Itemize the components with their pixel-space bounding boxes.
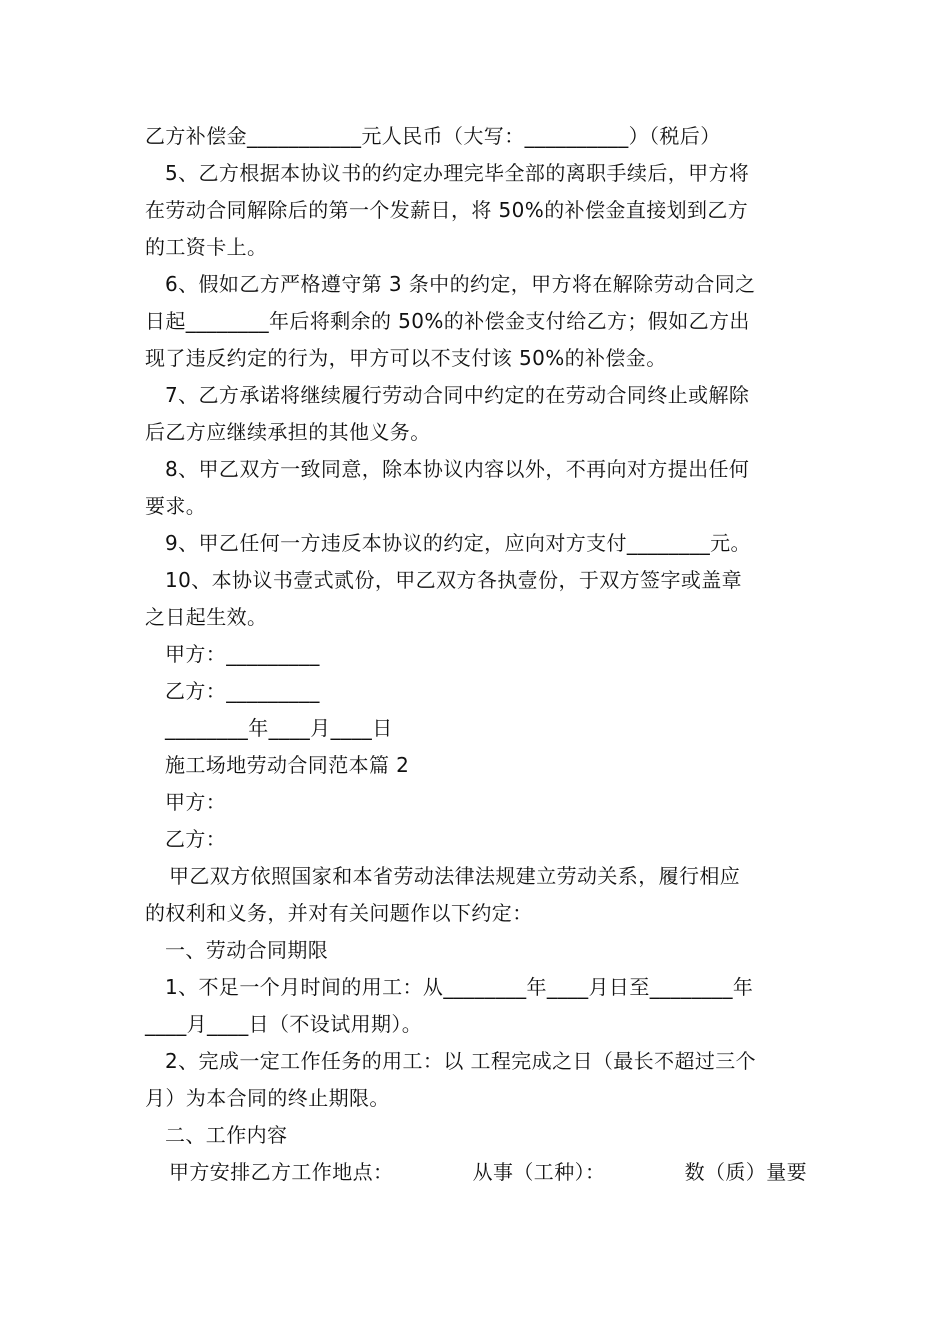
work-location-label: 甲方安排乙方工作地点：	[169, 1160, 394, 1184]
work-type-label: 从事（工种）：	[472, 1160, 606, 1184]
party-a-label: 甲方：	[165, 790, 227, 814]
text-line: 甲乙双方依照国家和本省劳动法律法规建立劳动关系，履行相应	[169, 864, 741, 888]
quantity-label: 数（质）量要	[684, 1160, 807, 1184]
section-heading: 施工场地劳动合同范本篇 2	[165, 753, 410, 777]
text-line: 8、甲乙双方一致同意，除本协议内容以外，不再向对方提出任何	[165, 457, 750, 481]
text-line: 6、假如乙方严格遵守第 3 条中的约定，甲方将在解除劳动合同之	[165, 272, 756, 296]
clause-heading: 一、劳动合同期限	[165, 938, 329, 962]
signature-date: ________年____月____日	[165, 716, 393, 740]
text-line: 月）为本合同的终止期限。	[145, 1086, 390, 1110]
text-line: 2、完成一定工作任务的用工：以 工程完成之日（最长不超过三个	[165, 1049, 757, 1073]
text-line: 9、甲乙任何一方违反本协议的约定，应向对方支付________元。	[165, 531, 751, 555]
text-line: 现了违反约定的行为，甲方可以不支付该 50%的补偿金。	[145, 346, 667, 370]
text-line: 7、乙方承诺将继续履行劳动合同中约定的在劳动合同终止或解除	[165, 383, 750, 407]
text-line: 后乙方应继续承担的其他义务。	[145, 420, 431, 444]
text-line: 10、本协议书壹式贰份，甲乙双方各执壹份，于双方签字或盖章	[165, 568, 743, 592]
text-line: 在劳动合同解除后的第一个发薪日，将 50%的补偿金直接划到乙方	[145, 198, 749, 222]
signature-party-a: 甲方：_________	[165, 642, 320, 666]
party-b-label: 乙方：	[165, 827, 227, 851]
text-line: 1、不足一个月时间的用工：从________年____月日至________年	[165, 975, 754, 999]
text-line: 的工资卡上。	[145, 235, 268, 259]
text-line	[145, 1154, 807, 1191]
text-line: ____月____日（不设试用期）。	[145, 1012, 423, 1036]
text-line: 之日起生效。	[145, 605, 268, 629]
text-line: 的权利和义务，并对有关问题作以下约定：	[145, 901, 533, 925]
text-line: 乙方补偿金___________元人民币（大写：__________）（税后）	[145, 124, 721, 148]
text-line: 要求。	[145, 494, 207, 518]
text-line: 日起________年后将剩余的 50%的补偿金支付给乙方；假如乙方出	[145, 309, 750, 333]
signature-party-b: 乙方：_________	[165, 679, 320, 703]
text-line: 5、乙方根据本协议书的约定办理完毕全部的离职手续后，甲方将	[165, 161, 750, 185]
document-body	[145, 118, 807, 1191]
clause-heading: 二、工作内容	[165, 1123, 288, 1147]
